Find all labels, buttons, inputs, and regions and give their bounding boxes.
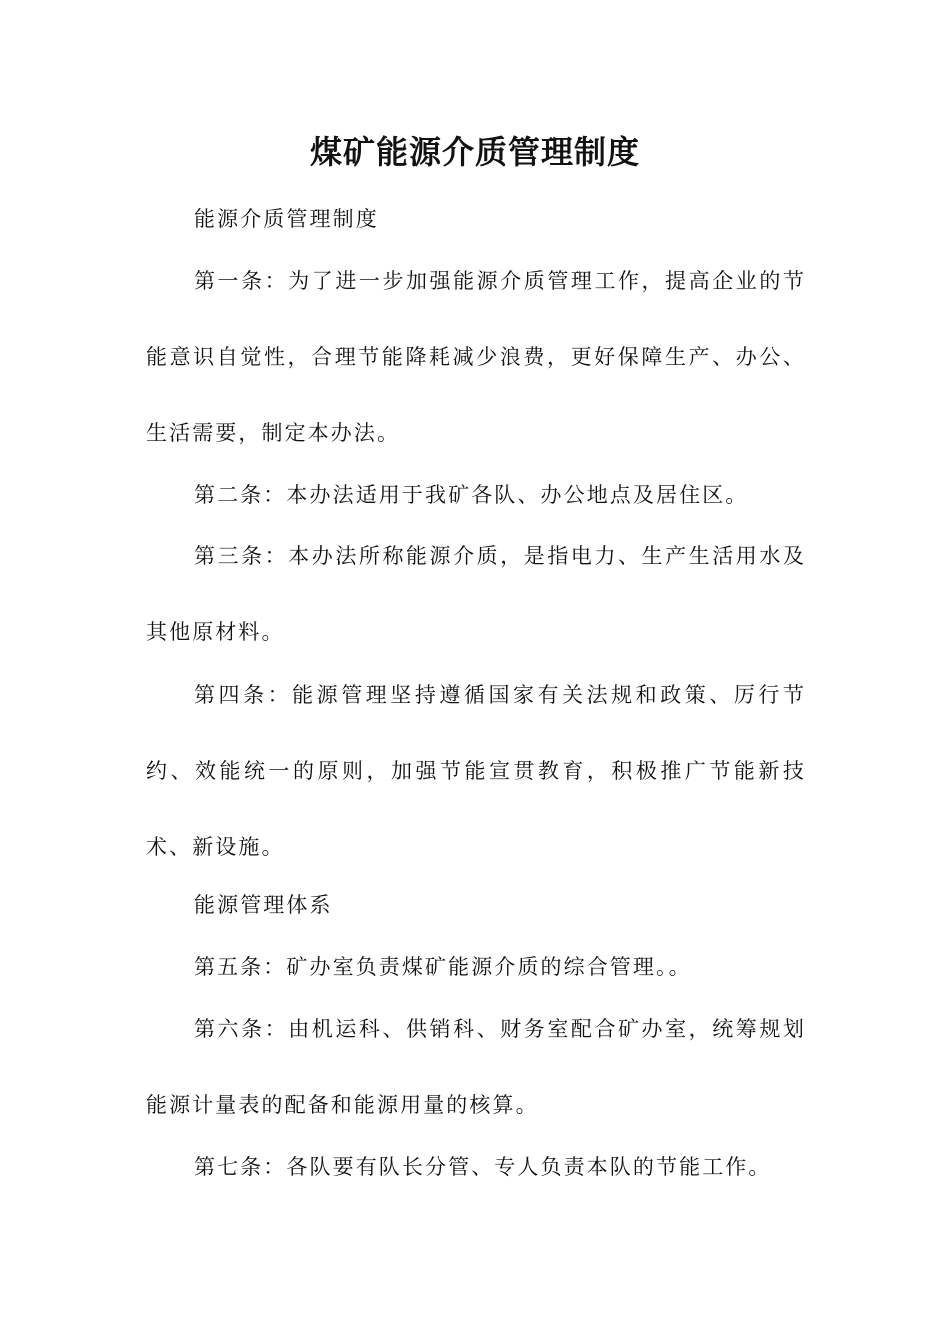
document-title: 煤矿能源介质管理制度 bbox=[309, 133, 640, 171]
article-6: 第六条：由机运科、供销科、财务室配合矿办室，统筹规划能源计量表的配备和能源用量的核算。 bbox=[146, 1017, 806, 1117]
article-4: 第四条：能源管理坚持遵循国家有关法规和政策、厉行节约、效能统一的原则，加强节能宣贯教育，积极推广节能新技术、新设施。 bbox=[146, 683, 806, 859]
section-heading-energy-management-system: 能源管理体系 bbox=[194, 893, 333, 917]
article-2: 第二条：本办法适用于我矿各队、办公地点及居住区。 bbox=[194, 483, 749, 507]
article-1: 第一条：为了进一步加强能源介质管理工作，提高企业的节能意识自觉性，合理节能降耗减少浪费，更好保障生产、办公、生活需要，制定本办法。 bbox=[146, 269, 806, 445]
section-heading-energy-management-rules: 能源介质管理制度 bbox=[194, 207, 379, 231]
article-3: 第三条：本办法所称能源介质，是指电力、生产生活用水及其他原材料。 bbox=[146, 544, 806, 644]
article-5: 第五条：矿办室负责煤矿能源介质的综合管理。。 bbox=[194, 955, 692, 979]
article-7: 第七条：各队要有队长分管、专人负责本队的节能工作。 bbox=[194, 1155, 772, 1179]
